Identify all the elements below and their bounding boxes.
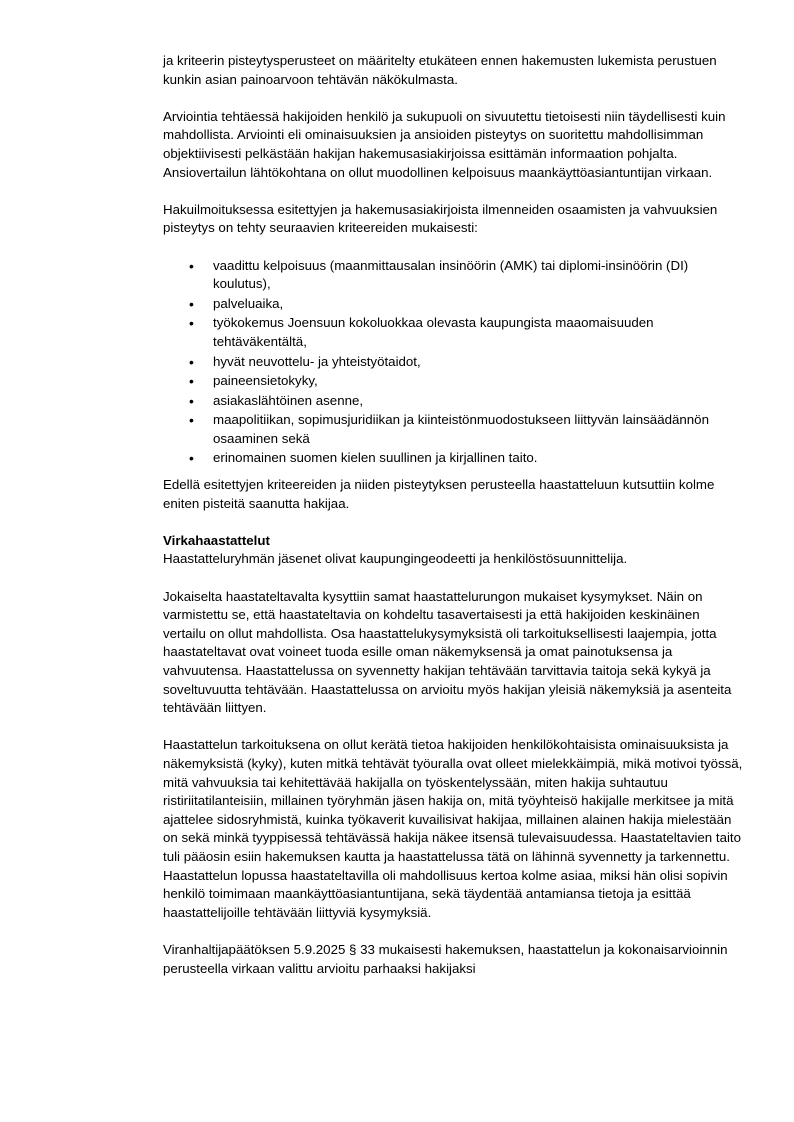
paragraph-evaluation-method: Arviointia tehtäessä hakijoiden henkilö ja sukupuoli on sivuutettu tietoisesti niin täydellisesti kuin mahdollista. Arviointi eli ominaisuuksien ja ansioiden pisteytys on suoritettu mahdollisimman objektiivisesti pelkästään hakijan hakemusasiakirjoissa esittämän informaation pohjalta. Ansiovertailun lähtökohtana on ollut muodollinen kelpoisuus maankäyttöasiantuntijan virkaan. (163, 108, 726, 180)
paragraph-interview-purpose: Haastattelun tarkoituksena on ollut kerätä tietoa hakijoiden henkilökohtaisista ominaisuuksista ja näkemyksistä (kyky), kuten mitkä tehtävät työuralla ovat olleet mielekkäimpiä, mikä motivoi työssä, mitä vahvuuksia tai kehitettävää hakijalla on työskentelyssään, miten hakija suhtautuu ristiriitatilanteisiin, millainen työryhmän jäsen hakija on, mitä työyhteisö hakijalle merkitsee ja mitä ajattelee sidosryhmistä, kuinka työkaverit kuvailisivat hakijaa, millainen alainen hakija mielestään on sekä minkä tyyppisessä tehtävässä hakija näkee itsensä tulevaisuudessa. Haastateltavien taito tuli pääosin esiin hakemuksen kautta ja haastattelussa tätä on lähinnä syvennetty ja tarkennettu. Haastattelun lopussa haastateltavilla oli mahdollisuus kertoa kolme asiaa, miksi hän olisi sopivin henkilö toimimaan maankäyttöasiantuntijana, sekä täydentää antamiansa tietoja ja esittää haastattelijoille tehtävään liittyviä kysymyksiä. (163, 737, 743, 920)
paragraph-interview-panel: Haastatteluryhmän jäsenet olivat kaupungingeodeetti ja henkilöstösuunnittelija. (163, 551, 628, 567)
criteria-item: • maapolitiikan, sopimusjuridiikan ja kiinteistönmuodostukseen liittyvän lainsäädännön osaaminen sekä (213, 411, 743, 448)
document-page (163, 52, 743, 978)
criteria-item: • erinomainen suomen kielen suullinen ja kirjallinen taito. (213, 449, 743, 468)
criteria-item: • hyvät neuvottelu- ja yhteistyötaidot, (213, 353, 743, 372)
paragraph-interview-questions: Jokaiselta haastateltavalta kysyttiin samat haastattelurungon mukaiset kysymykset. Näin on varmistettu se, että haastateltavia on kohdeltu tasavertaisesti ja että hakijoiden keskinäinen vertailu on ollut mahdollista. Osa haastattelukysymyksistä oli tarkoituksellisesti laajempia, jotta haastateltavat ovat voineet tuoda esille oman näkemyksensä ja omat painotuksensa ja vahvuutensa. Haastattelussa on syvennetty hakijan tehtävään tarvittavia taitoja sekä kykyä ja soveltuvuutta tehtävään. Haastattelussa on arvioitu myös hakijan yleisiä näkemyksiä ja asenteita tehtävään liittyen. (163, 588, 732, 716)
criteria-list (163, 257, 743, 469)
paragraph-interview-invitation: Edellä esitettyjen kriteereiden ja niiden pisteytyksen perusteella haastatteluun kutsuttiin kolme eniten pisteitä saanutta hakijaa. (163, 477, 715, 511)
criteria-item: • paineensietokyky, (213, 372, 743, 391)
criteria-item: • vaadittu kelpoisuus (maanmittausalan insinöörin (AMK) tai diplomi-insinöörin (DI) koulutus), (213, 257, 743, 294)
section-heading: Virkahaastattelut (163, 532, 270, 548)
criteria-item: • palveluaika, (213, 295, 743, 314)
paragraph-criteria-intro: Hakuilmoituksessa esitettyjen ja hakemusasiakirjoista ilmenneiden osaamisten ja vahvuuksien pisteytys on tehty seuraavien kriteereiden mukaisesti: (163, 201, 718, 236)
paragraph-decision: Viranhaltijapäätöksen 5.9.2025 § 33 mukaisesti hakemuksen, haastattelun ja kokonaisarvioinnin perusteella virkaan valittu arvioitu parhaaksi hakijaksi (163, 941, 728, 976)
criteria-item: • asiakaslähtöinen asenne, (213, 392, 743, 411)
criteria-item: • työkokemus Joensuun kokoluokkaa olevasta kaupungista maaomaisuuden tehtäväkentältä, (213, 314, 743, 351)
paragraph-scoring-criteria: ja kriteerin pisteytysperusteet on määritelty etukäteen ennen hakemusten lukemista perustuen kunkin asian painoarvoon tehtävän näkökulmasta. (163, 53, 717, 87)
